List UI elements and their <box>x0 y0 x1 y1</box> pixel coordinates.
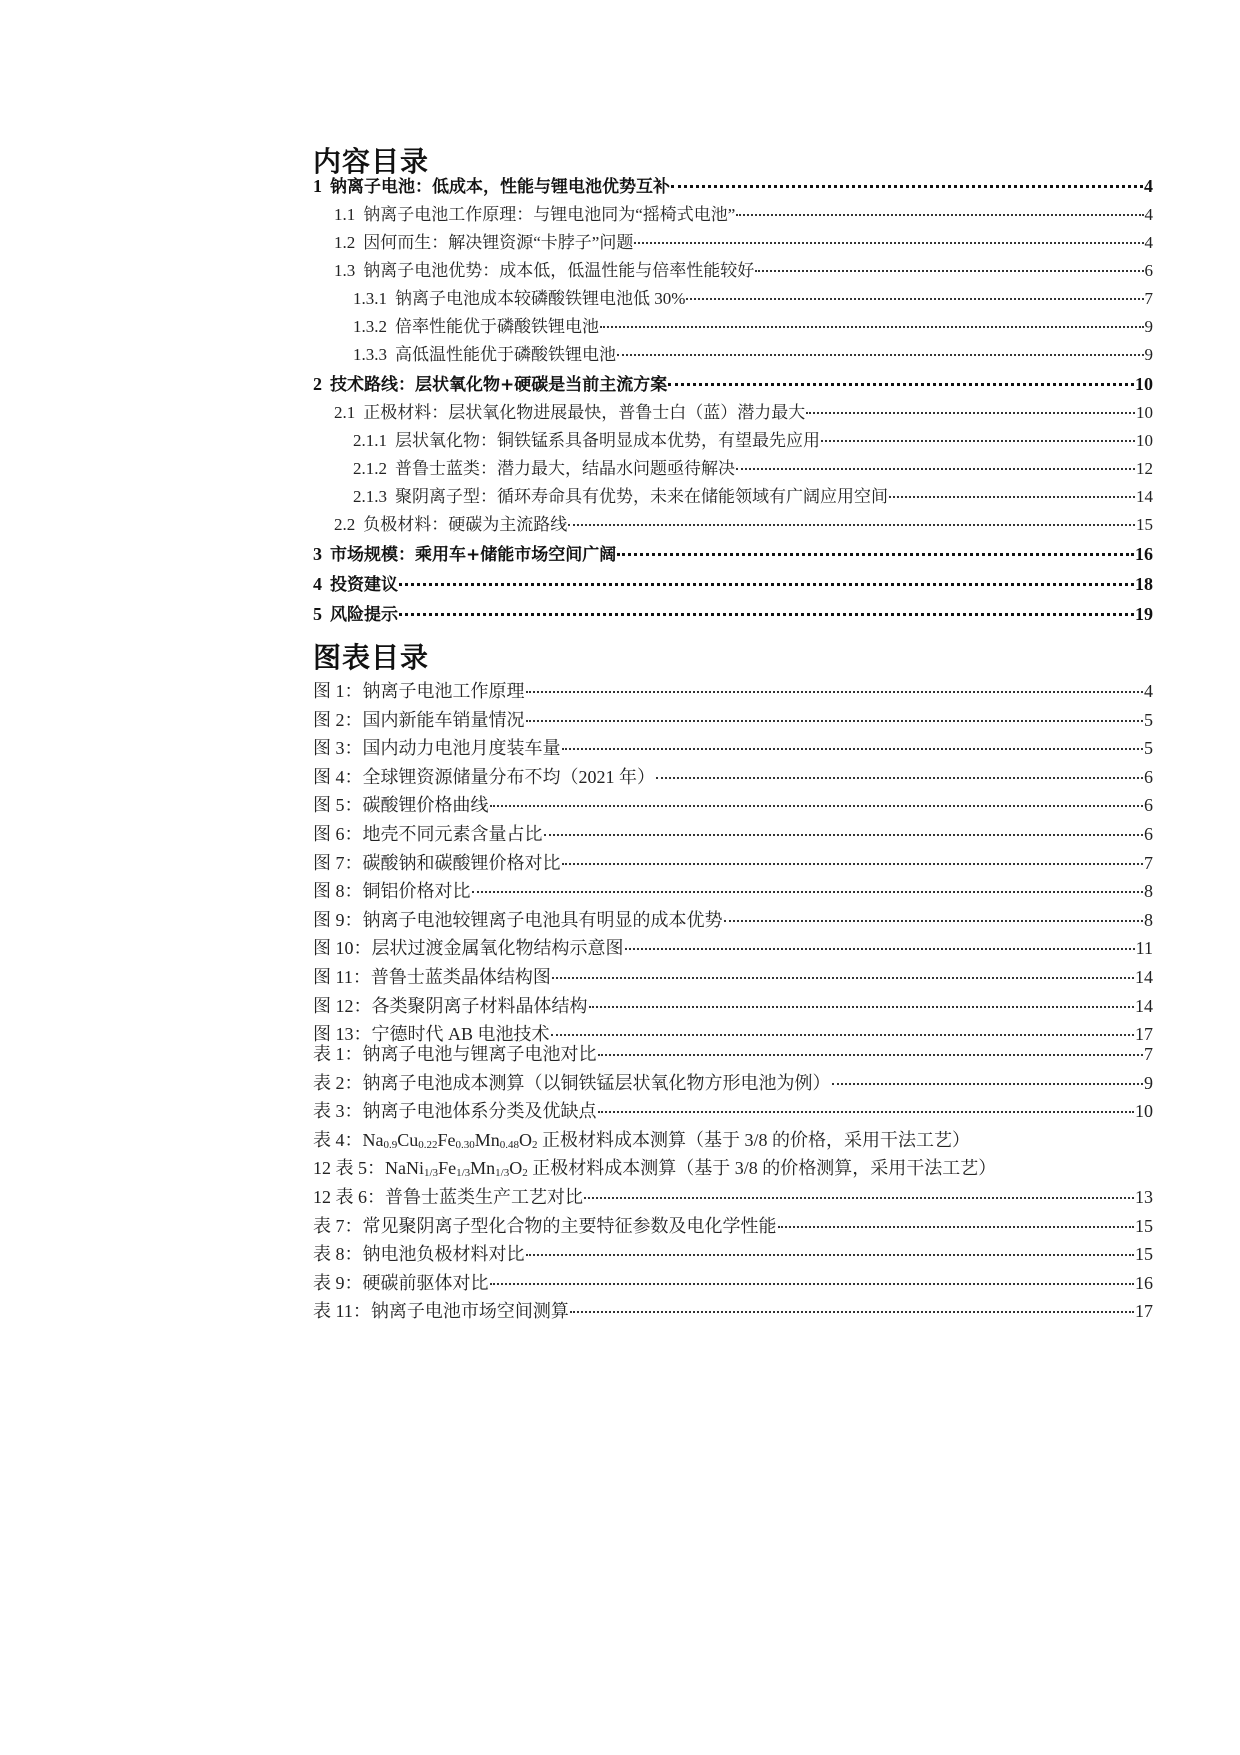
figure-entry[interactable] <box>313 906 1153 935</box>
contents-title: 内容目录 <box>313 145 430 178</box>
entry-label: 倍率性能优于磷酸铁锂电池 <box>395 317 599 336</box>
page-number: 16 <box>1135 544 1153 564</box>
dot-leader <box>589 1005 1135 1008</box>
page-number: 6 <box>1144 823 1153 844</box>
entry-label: 表 9：硬碳前驱体对比 <box>313 1272 489 1293</box>
section-number: 1.3.1 <box>353 289 387 308</box>
dot-leader <box>668 382 1134 386</box>
dot-leader <box>552 976 1134 979</box>
figure-entry[interactable] <box>313 992 1153 1021</box>
dot-leader <box>598 1053 1144 1056</box>
entry-label: 图 5：碳酸锂价格曲线 <box>313 795 489 816</box>
entry-label: 图 10：层状过渡金属氧化物结构示意图 <box>313 938 624 959</box>
table-entry[interactable] <box>313 1040 1153 1069</box>
section-number: 1.3 <box>334 261 356 280</box>
entry-label: 图 7：碳酸钠和碳酸锂价格对比 <box>313 852 561 873</box>
toc-entry[interactable] <box>313 511 1153 539</box>
figure-entry[interactable] <box>313 877 1153 906</box>
dot-leader <box>671 184 1143 188</box>
dot-leader <box>832 1082 1144 1085</box>
section-number: 5 <box>313 604 322 624</box>
figure-entry[interactable] <box>313 963 1153 992</box>
dot-leader <box>570 1310 1134 1313</box>
page-number: 19 <box>1135 604 1153 624</box>
entry-label: 负极材料：硬碳为主流路线 <box>363 515 568 534</box>
page-number: 6 <box>1144 795 1153 816</box>
page-number: 13 <box>1135 1186 1153 1207</box>
table-entry[interactable] <box>313 1269 1153 1298</box>
page-number: 6 <box>1144 261 1153 280</box>
dot-leader <box>617 552 1134 556</box>
toc-wrapped-entries <box>313 1126 1153 1212</box>
entry-label: 图 13：宁德时代 AB 电池技术 <box>313 1024 550 1045</box>
section-number: 4 <box>313 574 322 594</box>
toc-entry[interactable] <box>313 599 1153 629</box>
page-number: 16 <box>1135 1272 1153 1293</box>
page-number: 12 <box>313 1158 331 1179</box>
page-number: 15 <box>1135 1215 1153 1236</box>
toc-entry-table-6[interactable] <box>313 1183 1153 1212</box>
figure-entry[interactable] <box>313 934 1153 963</box>
dot-leader <box>526 1253 1135 1256</box>
toc-entry[interactable] <box>313 539 1153 569</box>
section-number: 1.2 <box>334 233 356 252</box>
page-number: 17 <box>1135 1301 1153 1322</box>
page-number: 5 <box>1144 709 1153 730</box>
toc-entry[interactable] <box>313 201 1153 229</box>
toc-entry[interactable] <box>313 369 1153 399</box>
page-number: 7 <box>1144 1044 1153 1064</box>
section-number: 2.1 <box>334 403 356 422</box>
entry-label: 钠离子电池工作原理：与锂电池同为“摇椅式电池” <box>363 205 736 224</box>
page-number: 8 <box>1144 881 1153 902</box>
dot-leader <box>490 1282 1135 1285</box>
table-entry[interactable] <box>313 1212 1153 1241</box>
entry-label: 普鲁士蓝类：潜力最大，结晶水问题亟待解决 <box>395 459 735 478</box>
table-entry[interactable] <box>313 1097 1153 1126</box>
page-number: 4 <box>1144 681 1153 701</box>
page-number: 9 <box>1144 317 1153 336</box>
table-of-contents <box>313 171 1153 629</box>
page-number: 4 <box>1144 205 1153 224</box>
dot-leader <box>736 213 1143 216</box>
list-of-figures <box>313 677 1153 1049</box>
entry-label: 高低温性能优于磷酸铁锂电池 <box>395 345 616 364</box>
toc-entry[interactable] <box>313 569 1153 599</box>
entry-label: 图 11：普鲁士蓝类晶体结构图 <box>313 966 551 987</box>
dot-leader <box>562 747 1144 750</box>
dot-leader <box>526 690 1144 693</box>
figure-entry[interactable] <box>313 791 1153 820</box>
toc-entry[interactable] <box>313 455 1153 483</box>
toc-entry[interactable] <box>313 341 1153 369</box>
page-number: 15 <box>1136 515 1153 534</box>
dot-leader <box>568 523 1135 526</box>
chemical-formula: $Na_{0.9}Cu_{0.22}Fe_{0.30}Mn_{0.48}O_2$ <box>362 1129 538 1151</box>
figure-entry[interactable] <box>313 763 1153 792</box>
entry-label: 市场规模：乘用车+储能市场空间广阔 <box>330 545 617 565</box>
dot-leader <box>806 411 1135 414</box>
page-number: 12 <box>1136 459 1153 478</box>
section-number: 2.2 <box>334 515 356 534</box>
dot-leader <box>634 241 1143 244</box>
entry-label: 表 4： <box>313 1129 363 1150</box>
dot-leader <box>526 719 1144 722</box>
list-of-tables <box>313 1040 1153 1326</box>
page-number: 14 <box>1135 995 1153 1016</box>
dot-leader <box>551 1033 1134 1036</box>
dot-leader <box>472 890 1144 893</box>
section-number: 1.3.2 <box>353 317 387 336</box>
entry-label: 钠离子电池优势：成本低，低温性能与倍率性能较好 <box>363 261 755 280</box>
section-number: 1.1 <box>334 205 356 224</box>
entry-label: 钠离子电池：低成本，性能与锂电池优势互补 <box>330 177 670 197</box>
dot-leader <box>736 467 1135 470</box>
entry-label: 表 11：钠离子电池市场空间测算 <box>313 1301 569 1322</box>
figure-entry[interactable] <box>313 706 1153 735</box>
entry-label: 图 9：钠离子电池较锂离子电池具有明显的成本优势 <box>313 909 723 930</box>
entry-label: 表 3：钠离子电池体系分类及优缺点 <box>313 1101 597 1122</box>
toc-entry[interactable] <box>313 313 1153 341</box>
section-number: 2 <box>313 374 322 394</box>
page-number: 18 <box>1135 574 1153 594</box>
entry-label: 图 2：国内新能车销量情况 <box>313 709 525 730</box>
page-number: 4 <box>1144 233 1153 252</box>
page-number: 7 <box>1144 289 1153 308</box>
entry-label: 聚阴离子型：循环寿命具有优势，未来在储能领域有广阔应用空间 <box>395 487 888 506</box>
section-number: 1.3.3 <box>353 345 387 364</box>
dot-leader <box>755 269 1143 272</box>
dot-leader <box>656 776 1143 779</box>
page-number: 8 <box>1144 909 1153 930</box>
dot-leader <box>544 833 1144 836</box>
entry-label: 表 8：钠电池负极材料对比 <box>313 1244 525 1265</box>
toc-entry[interactable] <box>313 285 1153 313</box>
entry-label: 图 6：地壳不同元素含量占比 <box>313 823 543 844</box>
toc-entry[interactable] <box>313 483 1153 511</box>
figure-entry[interactable] <box>313 734 1153 763</box>
entry-label: 图 4：全球锂资源储量分布不均（2021 年） <box>313 766 655 787</box>
page-number: 17 <box>1135 1024 1153 1045</box>
entry-label: 正极材料成本测算（基于 3/8 的价格测算，采用干法工艺） <box>527 1158 997 1179</box>
entry-label: 技术路线：层状氧化物+硬碳是当前主流方案 <box>330 375 668 395</box>
toc-entry-table-5[interactable] <box>313 1154 1153 1183</box>
table-entry[interactable] <box>313 1069 1153 1098</box>
table-entry[interactable] <box>313 1240 1153 1269</box>
figures-title: 图表目录 <box>313 641 430 674</box>
page-number: 6 <box>1144 766 1153 787</box>
dot-leader <box>600 325 1144 328</box>
page-number: 10 <box>1136 431 1153 450</box>
toc-entry[interactable] <box>313 399 1153 427</box>
page-number: 9 <box>1144 345 1153 364</box>
page-number: 14 <box>1135 966 1153 987</box>
page-number: 9 <box>1144 1072 1153 1093</box>
dot-leader <box>399 582 1134 586</box>
entry-label: 风险提示 <box>330 605 398 625</box>
entry-label: 表 5： <box>331 1158 385 1179</box>
page-number: 12 <box>313 1186 331 1207</box>
section-number: 2.1.3 <box>353 487 387 506</box>
toc-entry[interactable] <box>313 427 1153 455</box>
section-number: 1 <box>313 176 322 196</box>
entry-label: 图 3：国内动力电池月度装车量 <box>313 738 561 759</box>
dot-leader <box>889 495 1135 498</box>
figure-entry[interactable] <box>313 849 1153 878</box>
page-number: 11 <box>1135 938 1153 959</box>
page-number: 10 <box>1135 1101 1153 1122</box>
entry-label: 正极材料：层状氧化物进展最快，普鲁士白（蓝）潜力最大 <box>363 403 806 422</box>
dot-leader <box>625 947 1135 950</box>
dot-leader <box>562 862 1144 865</box>
entry-label: 表 1：钠离子电池与锂离子电池对比 <box>313 1044 597 1064</box>
page-number: 15 <box>1135 1244 1153 1265</box>
dot-leader <box>686 297 1143 300</box>
entry-label: 表 6：普鲁士蓝类生产工艺对比 <box>331 1186 583 1207</box>
page-number: 7 <box>1144 852 1153 873</box>
dot-leader <box>598 1110 1135 1113</box>
entry-label: 图 8：铜铝价格对比 <box>313 881 471 902</box>
page-number: 5 <box>1144 738 1153 759</box>
dot-leader <box>584 1196 1134 1199</box>
entry-label: 投资建议 <box>330 575 398 595</box>
dot-leader <box>617 353 1144 356</box>
section-number: 2.1.1 <box>353 431 387 450</box>
figure-entry[interactable] <box>313 677 1153 706</box>
dot-leader <box>399 612 1134 616</box>
page-number: 4 <box>1144 176 1153 196</box>
page-number: 10 <box>1135 374 1153 394</box>
entry-label: 层状氧化物：铜铁锰系具备明显成本优势，有望最先应用 <box>395 431 820 450</box>
toc-entry[interactable] <box>313 257 1153 285</box>
entry-label: 钠离子电池成本较磷酸铁锂电池低 30% <box>395 289 686 308</box>
dot-leader <box>778 1225 1135 1228</box>
entry-label: 图 12：各类聚阴离子材料晶体结构 <box>313 995 588 1016</box>
toc-entry[interactable] <box>313 171 1153 201</box>
table-entry[interactable] <box>313 1297 1153 1326</box>
dot-leader <box>490 804 1144 807</box>
toc-entry[interactable] <box>313 229 1153 257</box>
toc-entry-table-4[interactable] <box>313 1126 1153 1155</box>
section-number: 2.1.2 <box>353 459 387 478</box>
dot-leader <box>724 919 1144 922</box>
entry-label: 正极材料成本测算（基于 3/8 的价格，采用干法工艺） <box>537 1129 971 1150</box>
figure-entry[interactable] <box>313 820 1153 849</box>
section-number: 3 <box>313 544 322 564</box>
entry-label: 表 7：常见聚阴离子型化合物的主要特征参数及电化学性能 <box>313 1215 777 1236</box>
page-number: 14 <box>1136 487 1153 506</box>
entry-label: 图 1：钠离子电池工作原理 <box>313 681 525 701</box>
dot-leader <box>821 439 1135 442</box>
entry-label: 因何而生：解决锂资源“卡脖子”问题 <box>363 233 634 252</box>
chemical-formula: $NaNi_{1/3}Fe_{1/3}Mn_{1/3}O_2$ <box>385 1158 528 1180</box>
entry-label: 表 2：钠离子电池成本测算（以铜铁锰层状氧化物方形电池为例） <box>313 1072 831 1093</box>
page-number: 10 <box>1136 403 1153 422</box>
